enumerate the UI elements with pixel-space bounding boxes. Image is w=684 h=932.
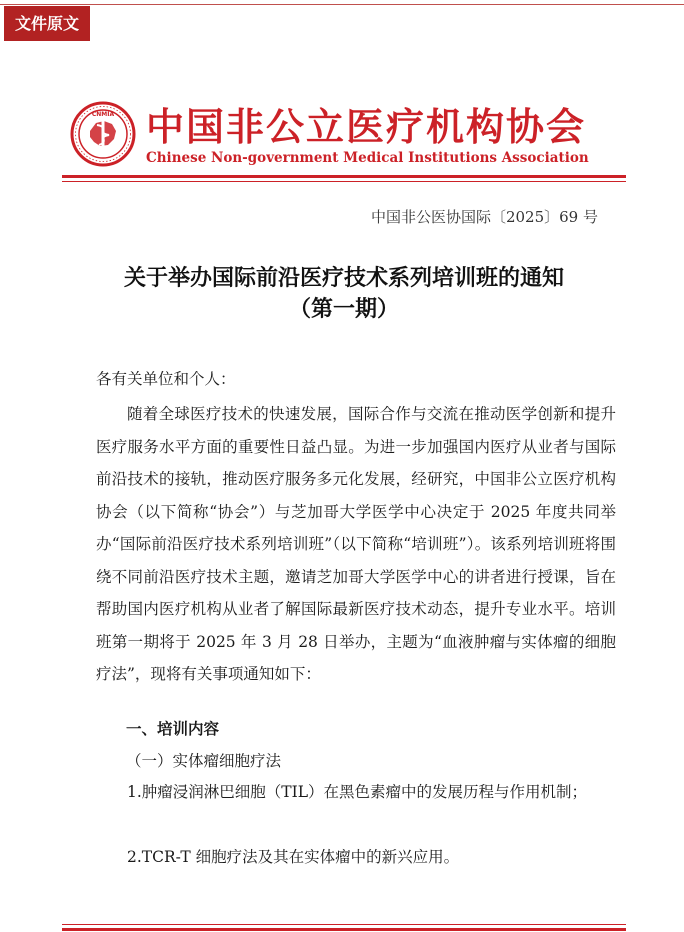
- salutation: 各有关单位和个人：: [96, 370, 236, 388]
- top-divider: [0, 4, 684, 5]
- list-item: 2.TCR-T 细胞疗法及其在实体瘤中的新兴应用。: [127, 848, 460, 866]
- document-number: 中国非公医协国际〔2025〕69 号: [370, 208, 598, 226]
- header-divider-thin: [62, 181, 626, 182]
- association-logo-icon: [70, 101, 136, 167]
- section-heading-training-content: 一、培训内容: [126, 720, 220, 738]
- header-divider-thick: [62, 175, 626, 178]
- footer-divider-thick: [62, 928, 626, 931]
- logo-text: CNMIA: [91, 111, 115, 118]
- document-title-issue: （第一期）: [288, 297, 399, 322]
- original-document-tag: 文件原文: [4, 6, 90, 41]
- document-title: 关于举办国际前沿医疗技术系列培训班的通知: [123, 266, 564, 291]
- organization-name-chinese: 中国非公立医疗机构协会: [146, 104, 587, 149]
- organization-name-english: Chinese Non-government Medical Institutions Association: [146, 150, 589, 166]
- footer-divider-thin: [62, 924, 626, 925]
- body-paragraph: 随着全球医疗技术的快速发展，国际合作与交流在推动医学创新和提升医疗服务水平方面的重要性日益凸显。为进一步加强国内医疗从业者与国际前沿技术的接轨，推动医疗服务多元化发展，经研究，中国非公立医疗机构协会（以下简称“协会”）与芝加哥大学医学中心决定于 2025 年度共同举办“国际前沿医疗技术系列培训班”（以下简称“培训班”）。该系列培训班将围绕不同前沿医疗技术主题，邀请芝加哥大学医学中心的讲者进行授课，旨在帮助国内医疗机构从业者了解国际最新医疗技术动态，提升专业水平。培训班第一期将于 2025 年 3 月 28 日举办，主题为“血液肿瘤与实体瘤的细胞疗法”，现将有关事项通知如下：: [96, 405, 616, 683]
- list-item: 1.肿瘤浸润淋巴细胞（TIL）在黑色素瘤中的发展历程与作用机制；: [127, 783, 588, 801]
- subsection-heading-solid-tumor: （一）实体瘤细胞疗法: [126, 752, 282, 770]
